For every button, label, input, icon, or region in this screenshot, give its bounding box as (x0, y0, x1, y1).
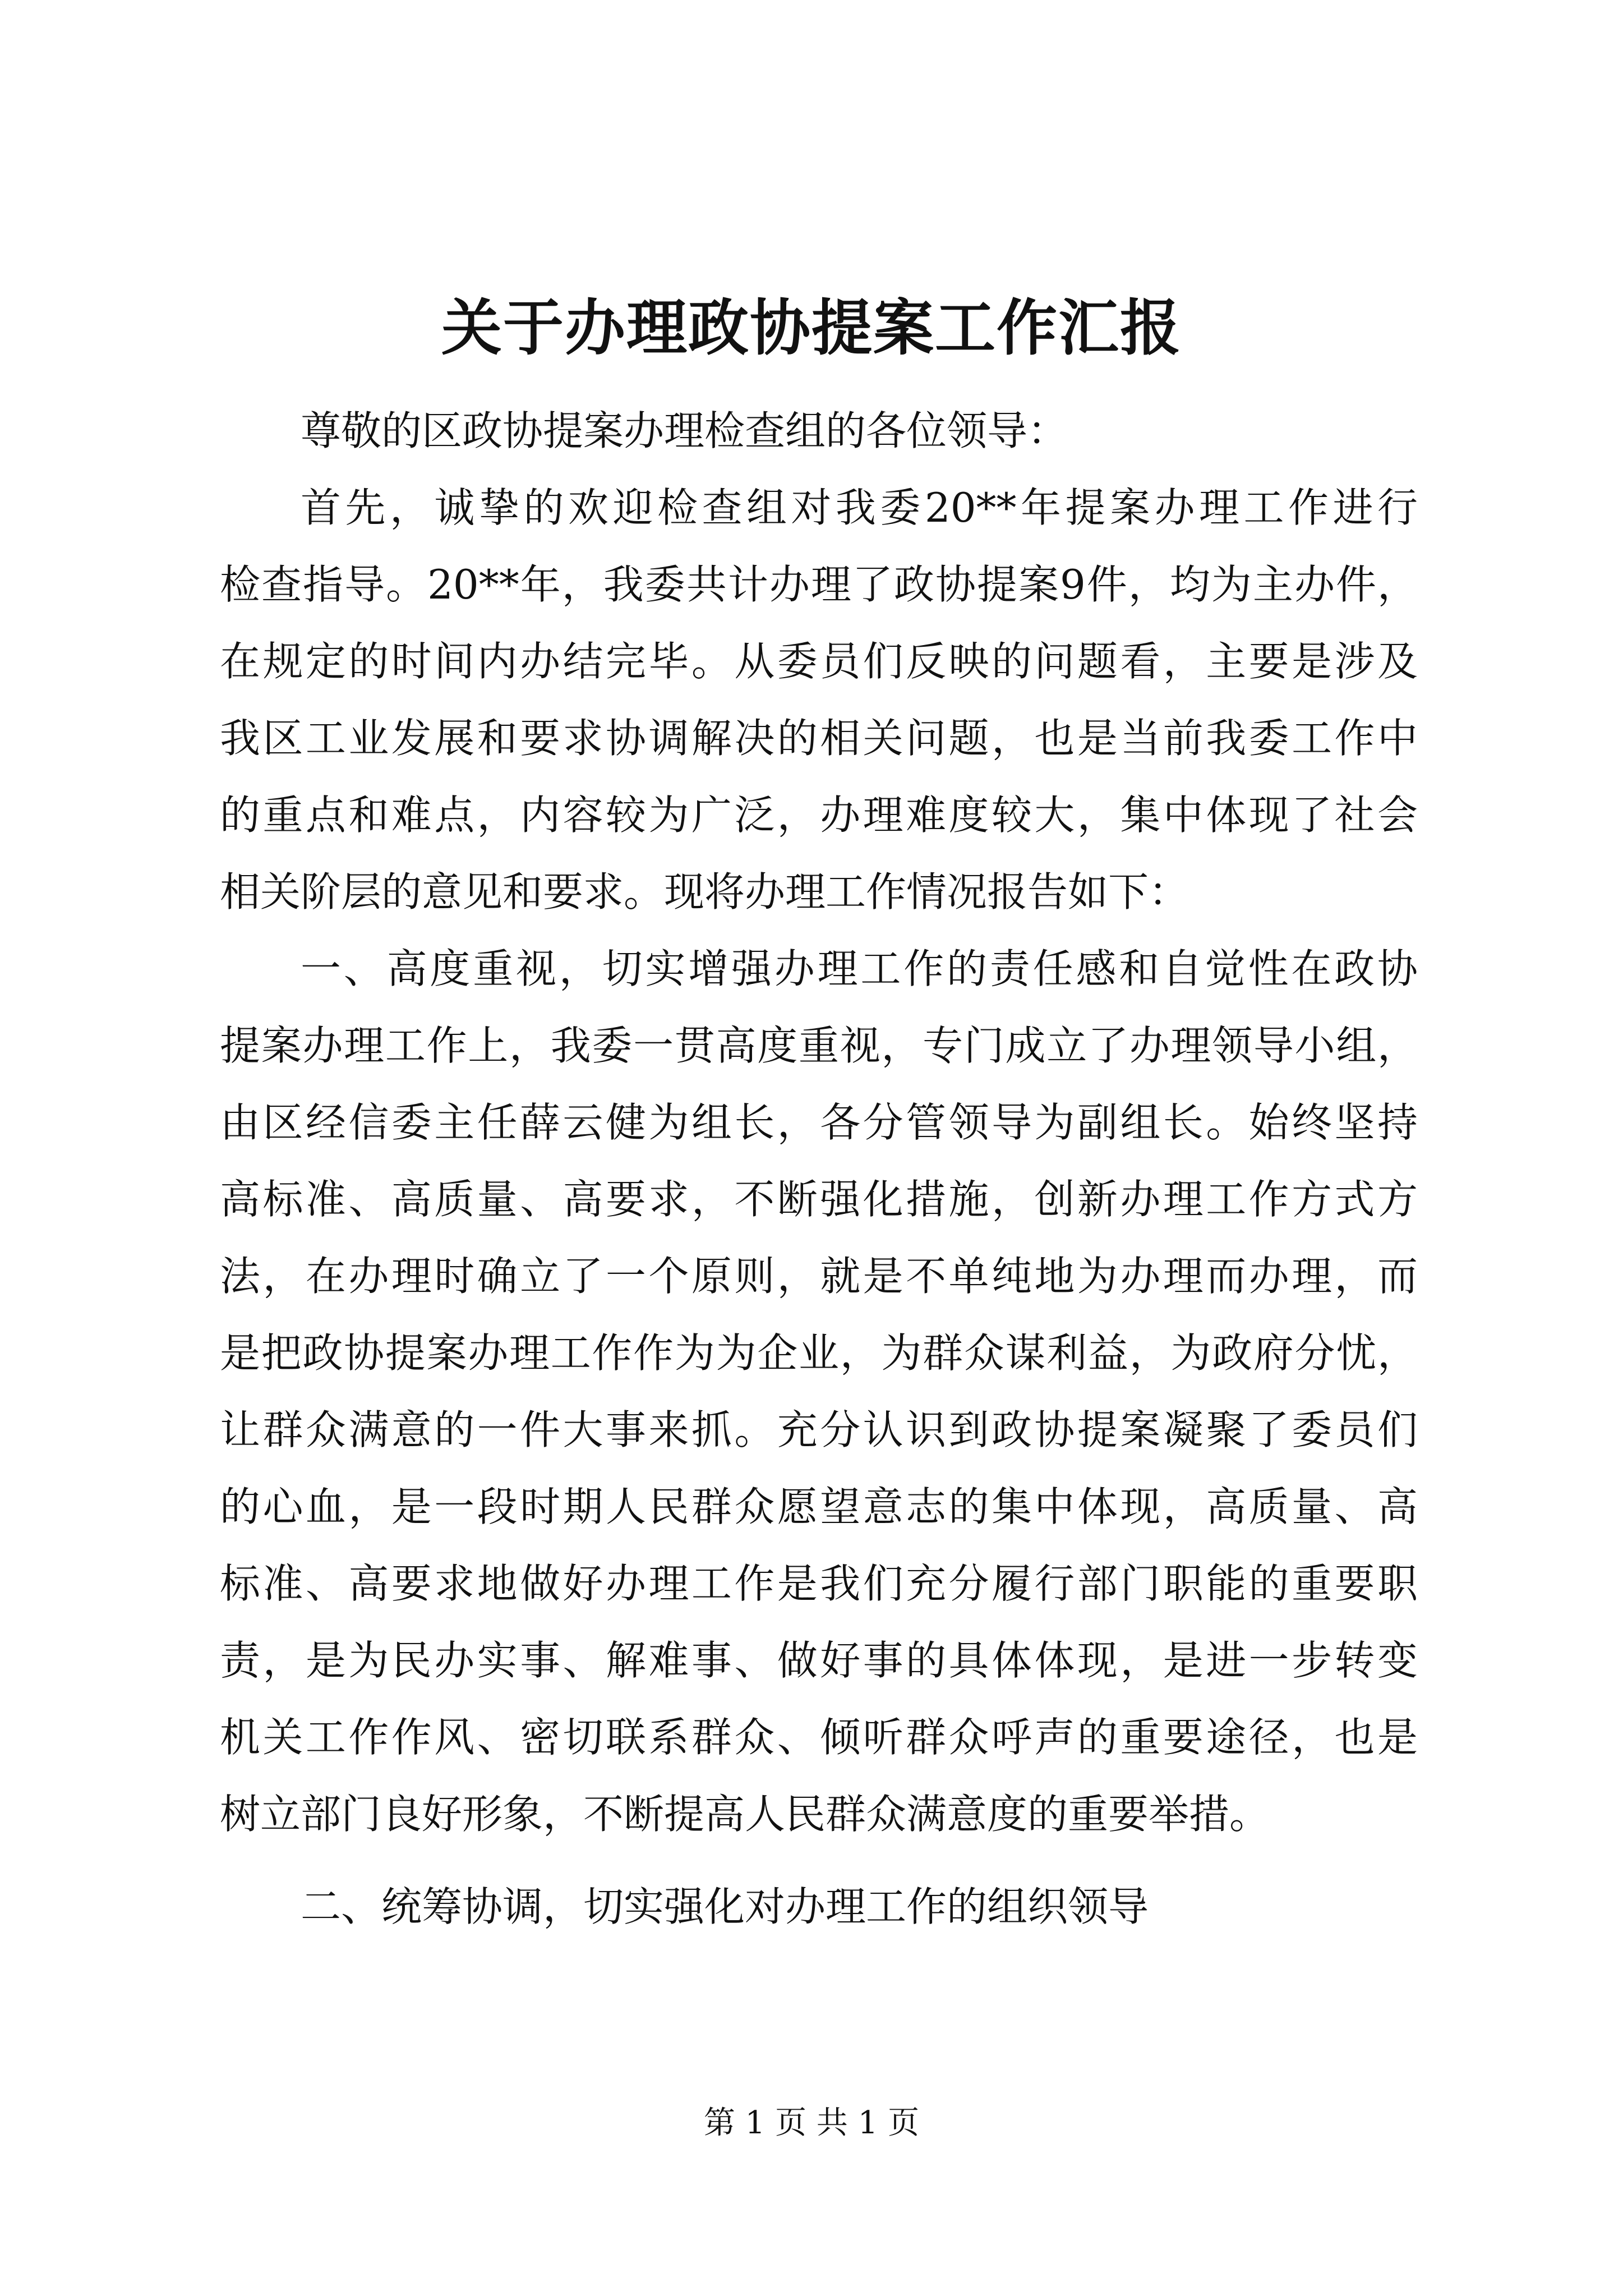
body-line: 树立部门良好形象，不断提高人民群众满意度的重要举措。 (220, 1791, 1270, 1838)
body-line: 机关工作作风、密切联系群众、倾听群众呼声的重要途径，也是 (220, 1714, 1418, 1761)
document-body (220, 393, 1418, 1945)
body-line: 标准、高要求地做好办理工作是我们充分履行部门职能的重要职 (220, 1560, 1418, 1607)
body-line: 是把政协提案办理工作作为为企业，为群众谋利益，为政府分忧， (220, 1329, 1418, 1377)
body-line: 的心血，是一段时期人民群众愿望意志的集中体现，高质量、高 (220, 1483, 1418, 1530)
body-line: 让群众满意的一件大事来抓。充分认识到政协提案凝聚了委员们 (220, 1406, 1418, 1453)
document-title: 关于办理政协提案工作汇报 (441, 293, 1182, 364)
body-line: 检查指导。20**年，我委共计办理了政协提案9件，均为主办件， (220, 561, 1418, 608)
body-line: 责，是为民办实事、解难事、做好事的具体体现，是进一步转变 (220, 1637, 1418, 1684)
paragraph-intro (220, 470, 1418, 931)
paragraph-gap (220, 1853, 1418, 1869)
body-line: 法，在办理时确立了一个原则，就是不单纯地为办理而办理，而 (220, 1253, 1418, 1300)
body-line: 首先，诚挚的欢迎检查组对我委20**年提案办理工作进行 (301, 484, 1418, 531)
body-line: 由区经信委主任薛云健为组长，各分管领导为副组长。始终坚持 (220, 1099, 1418, 1146)
body-line: 高标准、高质量、高要求，不断强化措施，创新办理工作方式方 (220, 1176, 1418, 1223)
body-line: 的重点和难点，内容较为广泛，办理难度较大，集中体现了社会 (220, 792, 1418, 839)
section-heading-line: 一、高度重视，切实增强办理工作的责任感和自觉性在政协 (301, 945, 1418, 992)
paragraph-section-one (220, 931, 1418, 1853)
body-line: 我区工业发展和要求协调解决的相关问题，也是当前我委工作中 (220, 715, 1418, 762)
salutation-line: 尊敬的区政协提案办理检查组的各位领导： (301, 407, 1068, 454)
section-heading-two: 二、统筹协调，切实强化对办理工作的组织领导 (301, 1883, 1149, 1930)
body-line: 在规定的时间内办结完毕。从委员们反映的问题看，主要是涉及 (220, 638, 1418, 685)
body-line: 相关阶层的意见和要求。现将办理工作情况报告如下： (220, 868, 1189, 915)
page-number: 第 1 页 共 1 页 (703, 2105, 920, 2141)
body-line: 提案办理工作上，我委一贯高度重视，专门成立了办理领导小组， (220, 1022, 1418, 1069)
